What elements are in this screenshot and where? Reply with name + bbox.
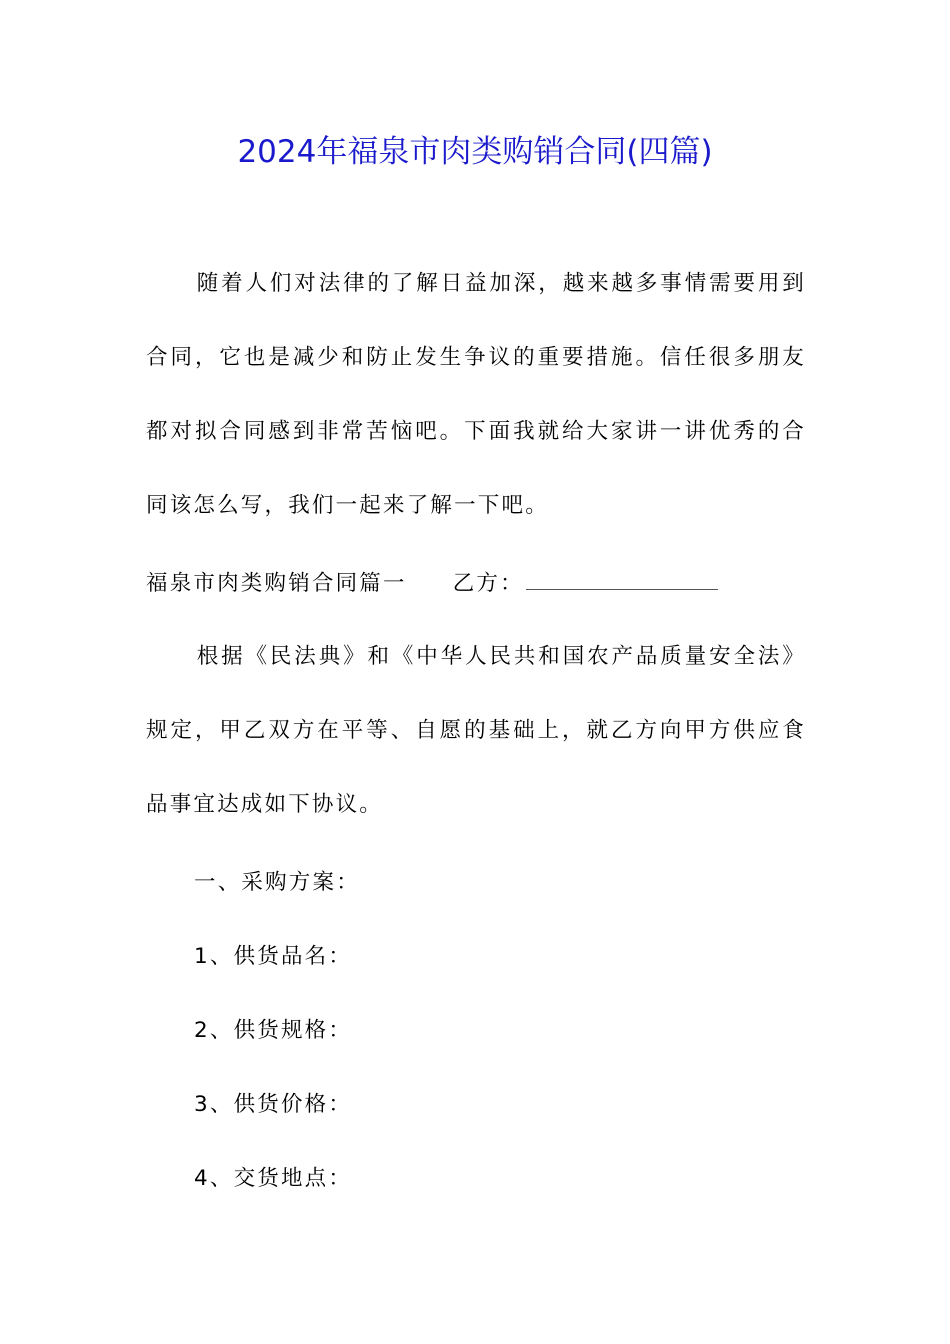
clause-1-heading: 一、采购方案： [194, 870, 360, 895]
item-specification: 2、供货规格： [194, 1018, 353, 1043]
section-heading-line [146, 564, 718, 604]
item-delivery-location: 4、交货地点： [194, 1166, 353, 1191]
intro-paragraph [146, 247, 806, 543]
item-price: 3、供货价格： [194, 1092, 353, 1117]
item-product-name: 1、供货品名： [194, 944, 353, 969]
basis-text: 根据《民法典》和《中华人民共和国农产品质量安全法》规定，甲乙双方在平等、自愿的基础上，就乙方向甲方供应食品事宜达成如下协议。 [146, 644, 806, 817]
party-b-label: 乙方： [452, 571, 524, 596]
party-b-blank [526, 567, 718, 590]
document-title: 2024年福泉市肉类购销合同(四篇) [237, 134, 713, 170]
intro-text: 随着人们对法律的了解日益加深，越来越多事情需要用到合同，它也是减少和防止发生争议的重要措施。信任很多朋友都对拟合同感到非常苦恼吧。下面我就给大家讲一讲优秀的合同该怎么写，我们一起来了解一下吧。 [146, 271, 806, 518]
basis-paragraph [146, 620, 806, 842]
section-heading: 福泉市肉类购销合同篇一 [146, 571, 407, 596]
